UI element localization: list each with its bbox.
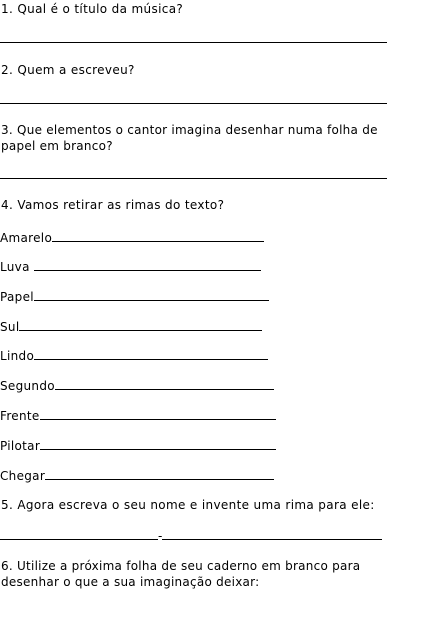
rhyme-blank[interactable]	[45, 467, 274, 480]
rhyme-row-papel	[0, 288, 269, 305]
question-6: 6. Utilize a próxima folha de seu caderno em branco para desenhar o que a sua imaginação deixar:	[1, 559, 361, 589]
answer-line-1[interactable]	[0, 42, 387, 43]
rhyme-blank[interactable]	[34, 347, 268, 360]
rhyme-word: Segundo	[0, 379, 55, 393]
rhyme-row-luva	[0, 258, 261, 275]
rhyme-word: Papel	[0, 290, 34, 304]
rhyme-word: Lindo	[0, 349, 35, 363]
name-separator: -	[158, 529, 163, 543]
rhyme-row-chegar	[0, 467, 274, 484]
rhyme-word: Chegar	[0, 469, 46, 483]
answer-line-3[interactable]	[0, 178, 387, 179]
question-2: 2. Quem a escreveu?	[1, 63, 135, 77]
rhyme-row-sul	[0, 318, 262, 335]
rhyme-blank[interactable]	[34, 288, 269, 301]
rhyme-blank[interactable]	[162, 525, 382, 540]
rhyme-blank[interactable]	[19, 318, 262, 331]
answer-line-2[interactable]	[0, 103, 387, 104]
rhyme-word: Frente	[0, 409, 40, 423]
rhyme-blank[interactable]	[55, 377, 274, 390]
name-rhyme-row	[0, 525, 382, 544]
rhyme-word: Luva	[0, 260, 34, 274]
rhyme-blank[interactable]	[34, 258, 261, 271]
rhyme-row-lindo	[0, 347, 268, 364]
name-blank[interactable]	[0, 525, 158, 540]
question-1: 1. Qual é o título da música?	[1, 2, 184, 16]
question-4: 4. Vamos retirar as rimas do texto?	[1, 198, 225, 212]
rhyme-row-amarelo	[0, 229, 264, 246]
rhyme-row-frente	[0, 407, 276, 424]
rhyme-row-segundo	[0, 377, 274, 394]
rhyme-row-pilotar	[0, 437, 276, 454]
rhyme-word: Sul	[0, 320, 20, 334]
rhyme-word: Amarelo	[0, 231, 53, 245]
rhyme-blank[interactable]	[52, 229, 264, 242]
question-5: 5. Agora escreva o seu nome e invente uma rima para ele:	[1, 498, 375, 512]
rhyme-blank[interactable]	[40, 437, 276, 450]
rhyme-blank[interactable]	[40, 407, 276, 420]
rhyme-word: Pilotar	[0, 439, 41, 453]
question-3: 3. Que elementos o cantor imagina desenhar numa folha de papel em branco?	[1, 123, 378, 153]
